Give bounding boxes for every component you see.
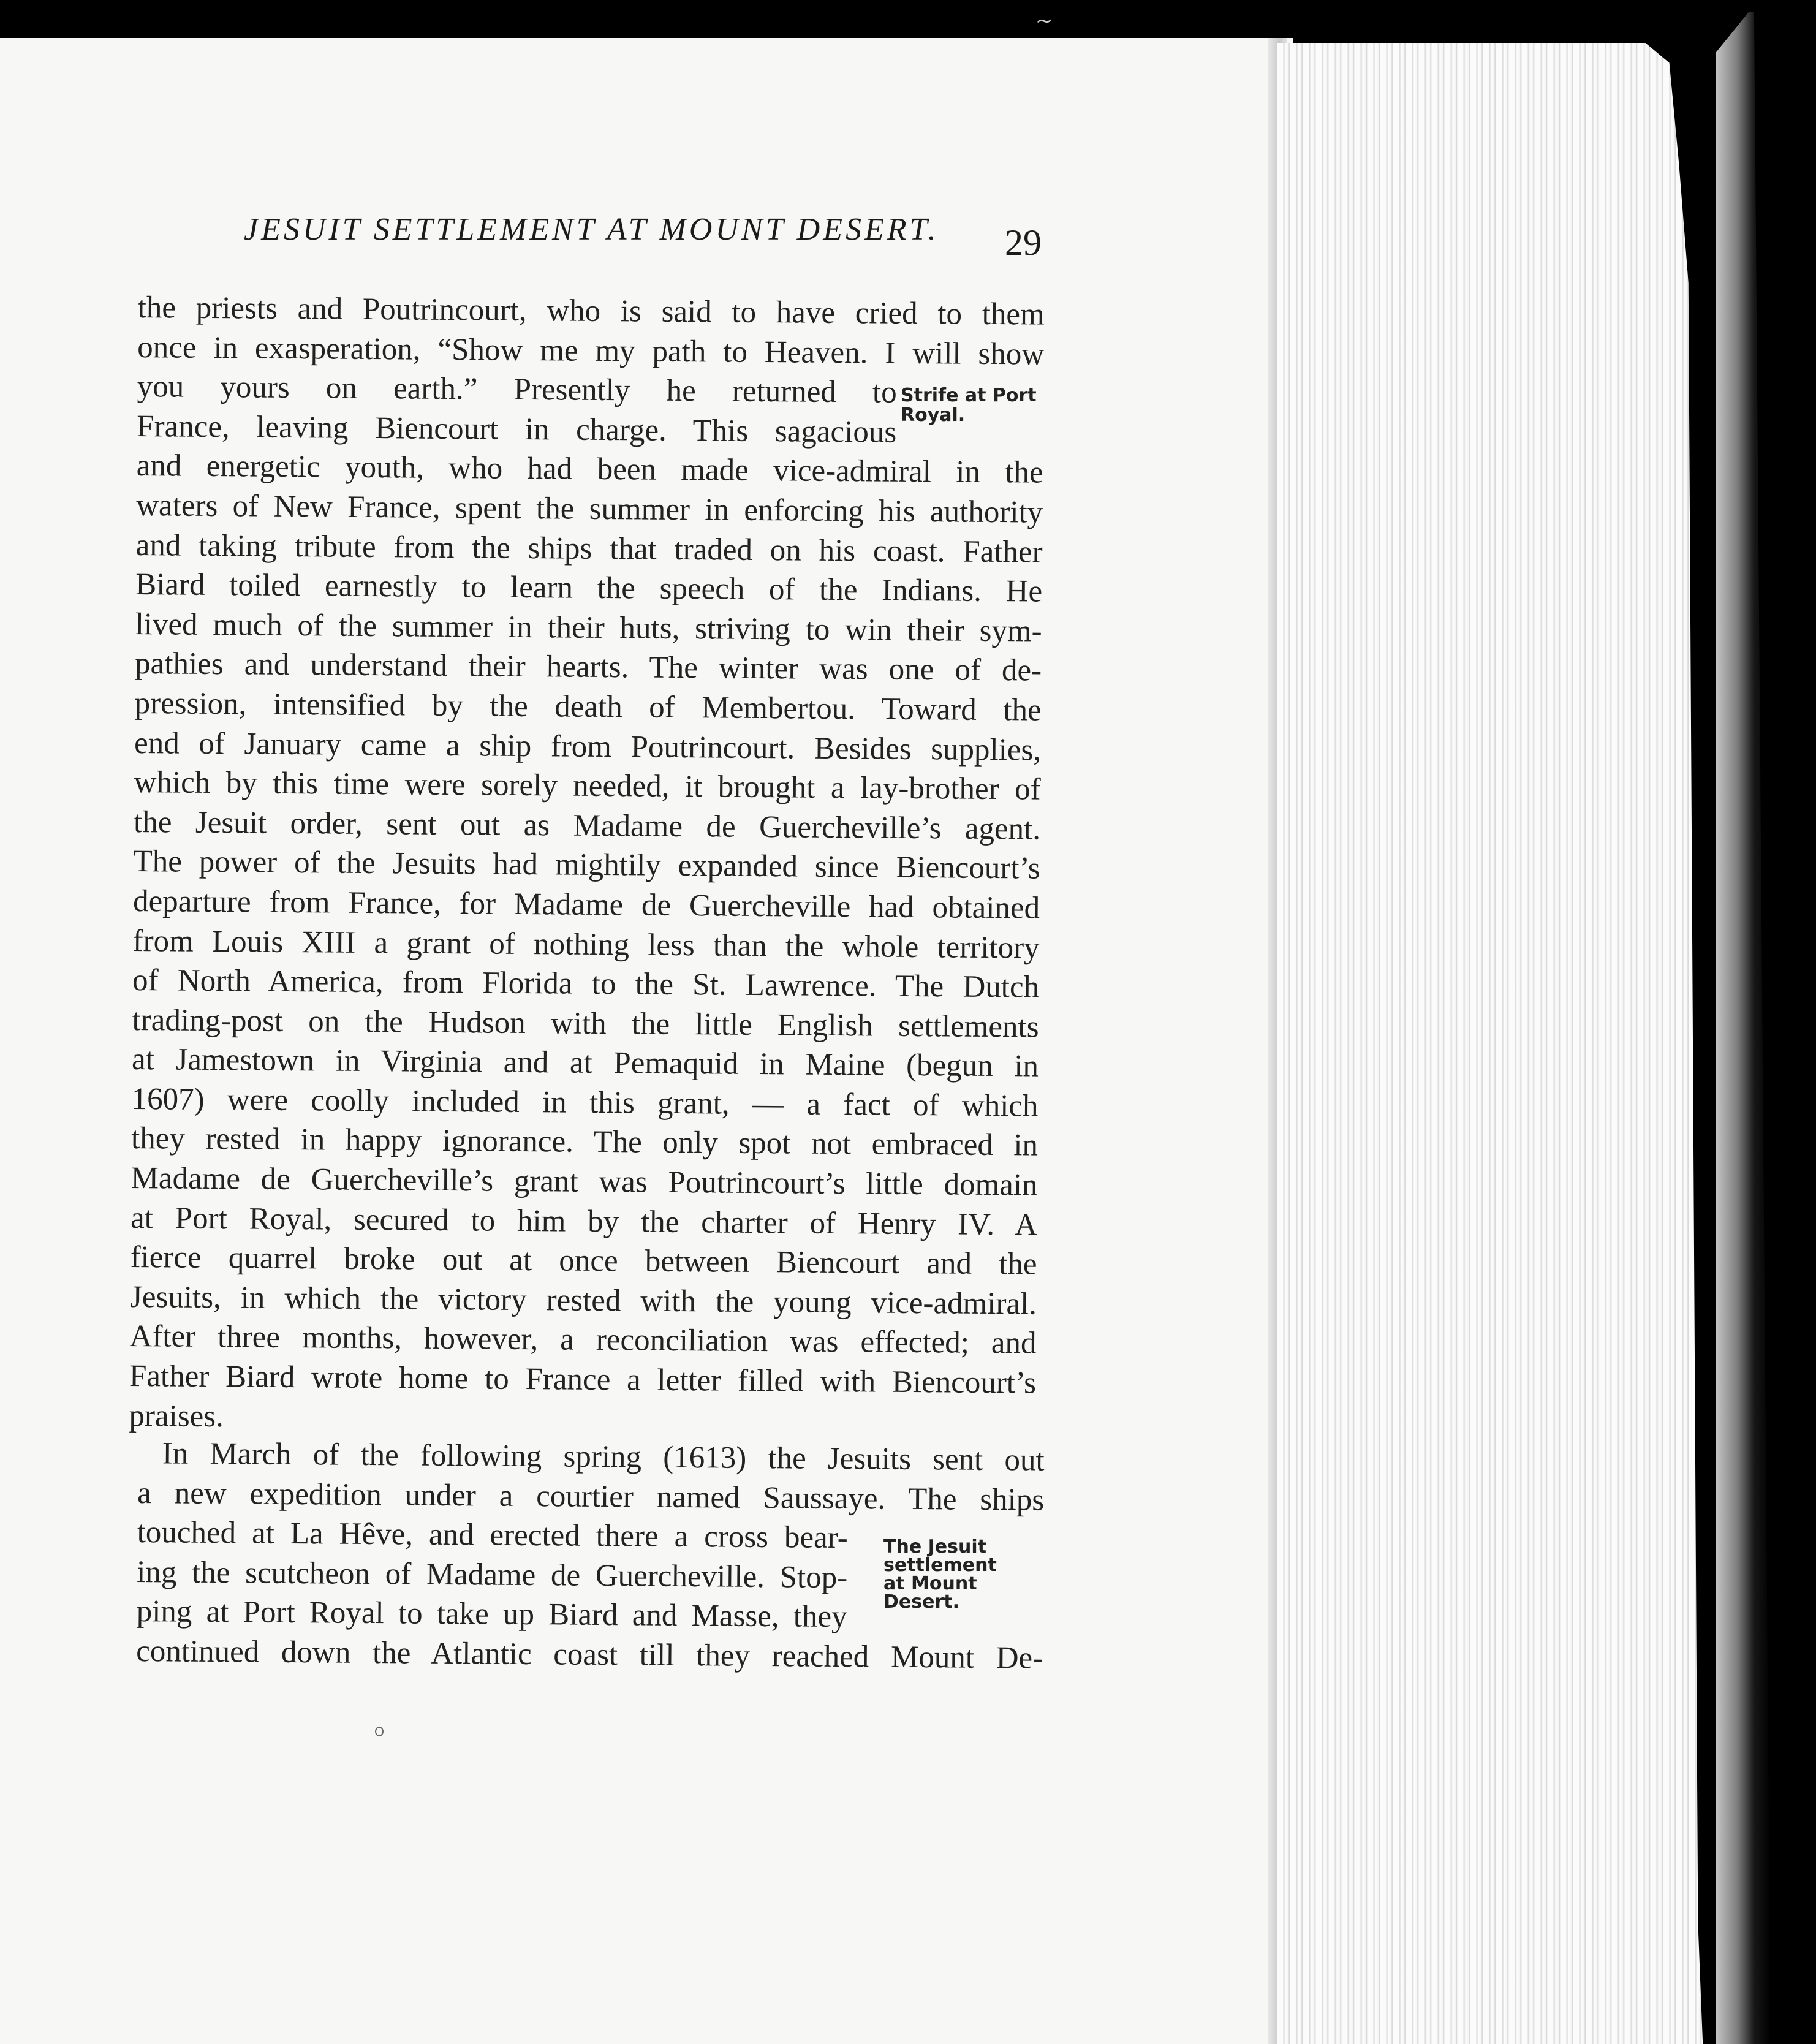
- text-line: and taking tribute from the ships that traded on his coast. Father: [135, 528, 1043, 570]
- text-line: which by this time were sorely needed, it brought a lay-brother of: [134, 765, 1041, 807]
- text-line: fierce quarrel broke out at once between Biencourt and the: [130, 1240, 1037, 1282]
- text-line: you yours on earth.” Presently he returned to: [137, 369, 897, 410]
- book-fore-edge: [1716, 12, 1771, 2044]
- text-line: at Port Royal, secured to him by the charter of Henry IV. A: [130, 1200, 1038, 1243]
- margin-note-line: Royal.: [901, 404, 966, 426]
- text-line: and energetic youth, who had been made vice-admiral in the: [136, 449, 1043, 490]
- margin-note-line: Desert.: [883, 1591, 959, 1613]
- text-line: Biard toiled earnestly to learn the speech of the Indians. He: [135, 567, 1043, 609]
- text-line: ing the scutcheon of Madame de Guercheville. Stop-: [137, 1554, 848, 1595]
- running-head: JESUIT SETTLEMENT AT MOUNT DESERT.: [244, 212, 939, 247]
- text-line: waters of New France, spent the summer in enforcing his authority: [135, 488, 1043, 530]
- margin-note-line: at Mount: [883, 1573, 977, 1594]
- text-line: once in exasperation, “Show me my path to Heaven. I will show: [137, 330, 1045, 372]
- text-line: the priests and Poutrincourt, who is said to have cried to them: [137, 290, 1045, 332]
- text-line: departure from France, for Madame de Guercheville had obtained: [132, 884, 1040, 926]
- text-line: continued down the Atlantic coast till they reached Mount De-: [135, 1633, 1043, 1676]
- text-line: praises.: [129, 1398, 224, 1434]
- text-line: they rested in happy ignorance. The only spot not embraced in: [131, 1121, 1039, 1164]
- margin-note-line: settlement: [883, 1554, 997, 1576]
- page-number: 29: [1005, 222, 1042, 263]
- text-line: a new expedition under a courtier named Saussaye. The ships: [137, 1475, 1045, 1518]
- ink-speck: [375, 1727, 384, 1736]
- text-line: the Jesuit order, sent out as Madame de Guercheville’s agent.: [133, 804, 1041, 847]
- text-line: pathies and understand their hearts. The winter was one of de-: [134, 646, 1042, 688]
- margin-note-strife-at-port-royal: [901, 386, 1060, 425]
- text-line: touched at La Hêve, and erected there a cross bear-: [137, 1515, 848, 1556]
- text-line: Father Biard wrote home to France a letter filled with Biencourt’s: [129, 1358, 1037, 1401]
- text-line: In March of the following spring (1613) the Jesuits sent out: [162, 1436, 1045, 1478]
- text-line: pression, intensified by the death of Membertou. Toward the: [134, 686, 1042, 728]
- text-line: 1607) were coolly included in this grant, — a fact of which: [131, 1081, 1039, 1124]
- margin-note-line: The Jesuit: [883, 1536, 986, 1558]
- text-line: ping at Port Royal to take up Biard and Masse, they: [136, 1594, 847, 1635]
- margin-note-line: Strife at Port: [901, 385, 1037, 406]
- text-line: at Jamestown in Virginia and at Pemaquid in Maine (begun in: [131, 1042, 1039, 1084]
- text-line: from Louis XIII a grant of nothing less than the whole territory: [132, 923, 1040, 966]
- page-edges-stack: [1277, 43, 1755, 2044]
- text-line: Jesuits, in which the victory rested with the young vice-admiral.: [129, 1279, 1037, 1322]
- text-line: trading-post on the Hudson with the little English settlements: [132, 1002, 1039, 1045]
- text-line: France, leaving Biencourt in charge. This sagacious: [137, 409, 897, 450]
- text-line: lived much of the summer in their huts, striving to win their sym-: [135, 607, 1042, 649]
- text-line: The power of the Jesuits had mightily expanded since Biencourt’s: [133, 844, 1040, 886]
- paragraph-1: [129, 288, 1045, 1443]
- text-line: Madame de Guercheville’s grant was Poutrincourt’s little domain: [131, 1161, 1038, 1203]
- text-line: end of January came a ship from Poutrincourt. Besides supplies,: [134, 725, 1042, 768]
- text-line: After three months, however, a reconciliation was effected; and: [129, 1319, 1037, 1361]
- text-line: of North America, from Florida to the St. Lawrence. The Dutch: [132, 963, 1040, 1005]
- margin-note-jesuit-settlement: [883, 1538, 1018, 1611]
- scan-top-border: [0, 0, 1816, 40]
- page-curl-mark: ~: [1035, 9, 1053, 33]
